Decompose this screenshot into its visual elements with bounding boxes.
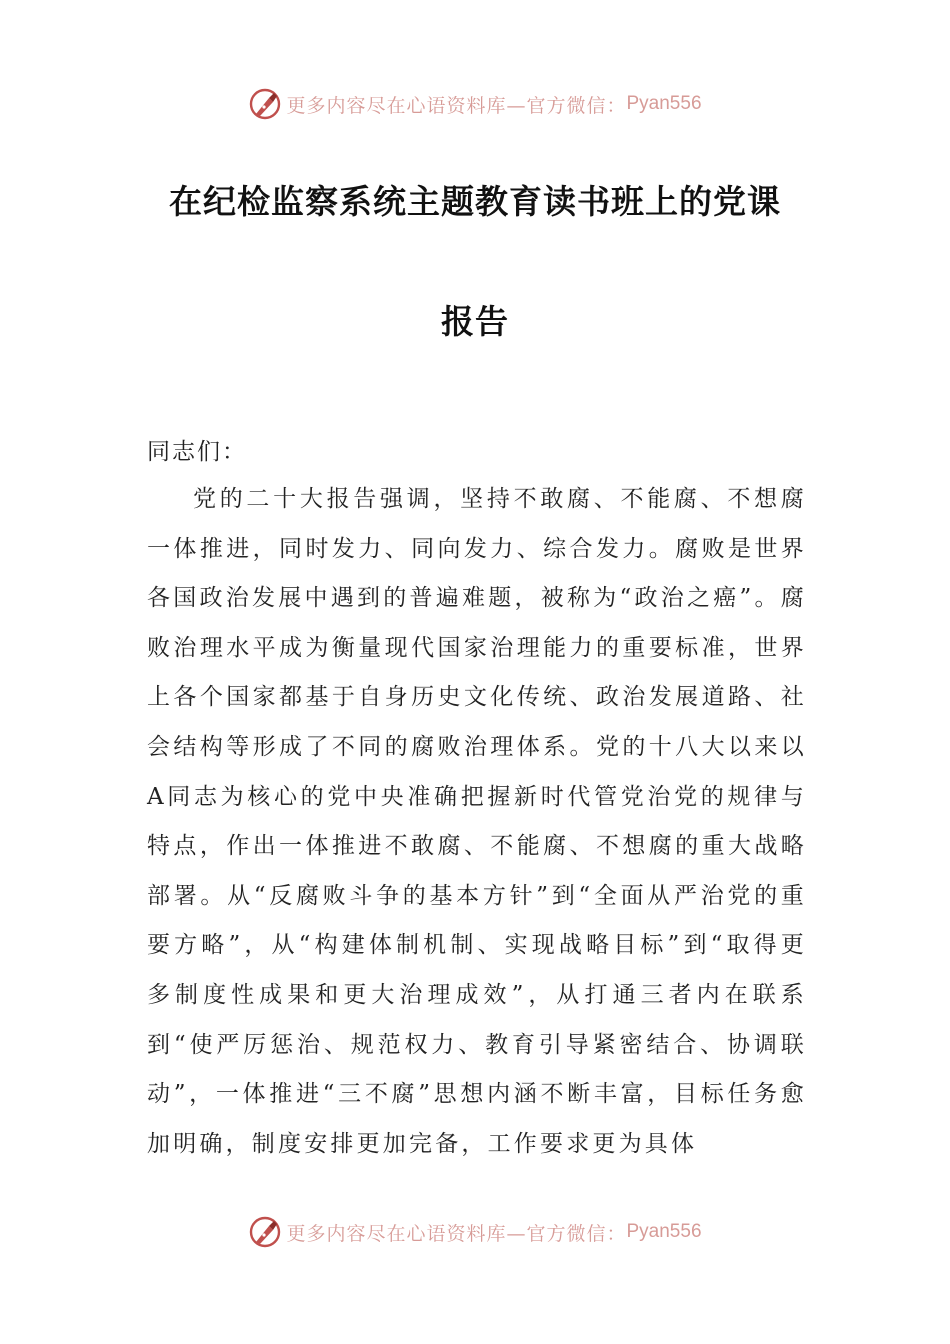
pen-nib-icon xyxy=(248,87,282,121)
watermark-wechat-id: Pyan556 xyxy=(626,1221,702,1242)
header-watermark xyxy=(0,84,950,124)
watermark-brand-text: 更多内容尽在心语资料库—官方微信： xyxy=(286,1222,627,1245)
footer-watermark xyxy=(0,1212,950,1252)
watermark-wechat-id: Pyan556 xyxy=(626,93,702,114)
document-title-line2: 报告 xyxy=(441,302,509,341)
watermark-brand-text: 更多内容尽在心语资料库—官方微信： xyxy=(286,94,627,117)
document-title-line1: 在纪检监察系统主题教育读书班上的党课 xyxy=(169,182,781,221)
body-paragraph: 党的二十大报告强调，坚持不敢腐、不能腐、不想腐一体推进，同时发力、同向发力、综合发力。腐败是世界各国政治发展中遇到的普遍难题，被称为“政治之癌”。腐败治理水平成为衡量现代国家治理能力的重要标准，世界上各个国家都基于自身历史文化传统、政治发展道路、社会结构等形成了不同的腐败治理体系。党的十八大以来以A同志为核心的党中央准确把握新时代管党治党的规律与特点，作出一体推进不敢腐、不能腐、不想腐的重大战略部署。从“反腐败斗争的基本方针”到“全面从严治党的重要方略”，从“构建体制机制、实现战略目标”到“取得更多制度性成果和更大治理成效”，从打通三者内在联系到“使严厉惩治、规范权力、教育引导紧密结合、协调联动”，一体推进“三不腐”思想内涵不断丰富，目标任务愈加明确，制度安排更加完备，工作要求更为具体 xyxy=(147,486,807,1157)
pen-nib-icon xyxy=(248,1215,282,1249)
greeting: 同志们： xyxy=(147,439,247,465)
